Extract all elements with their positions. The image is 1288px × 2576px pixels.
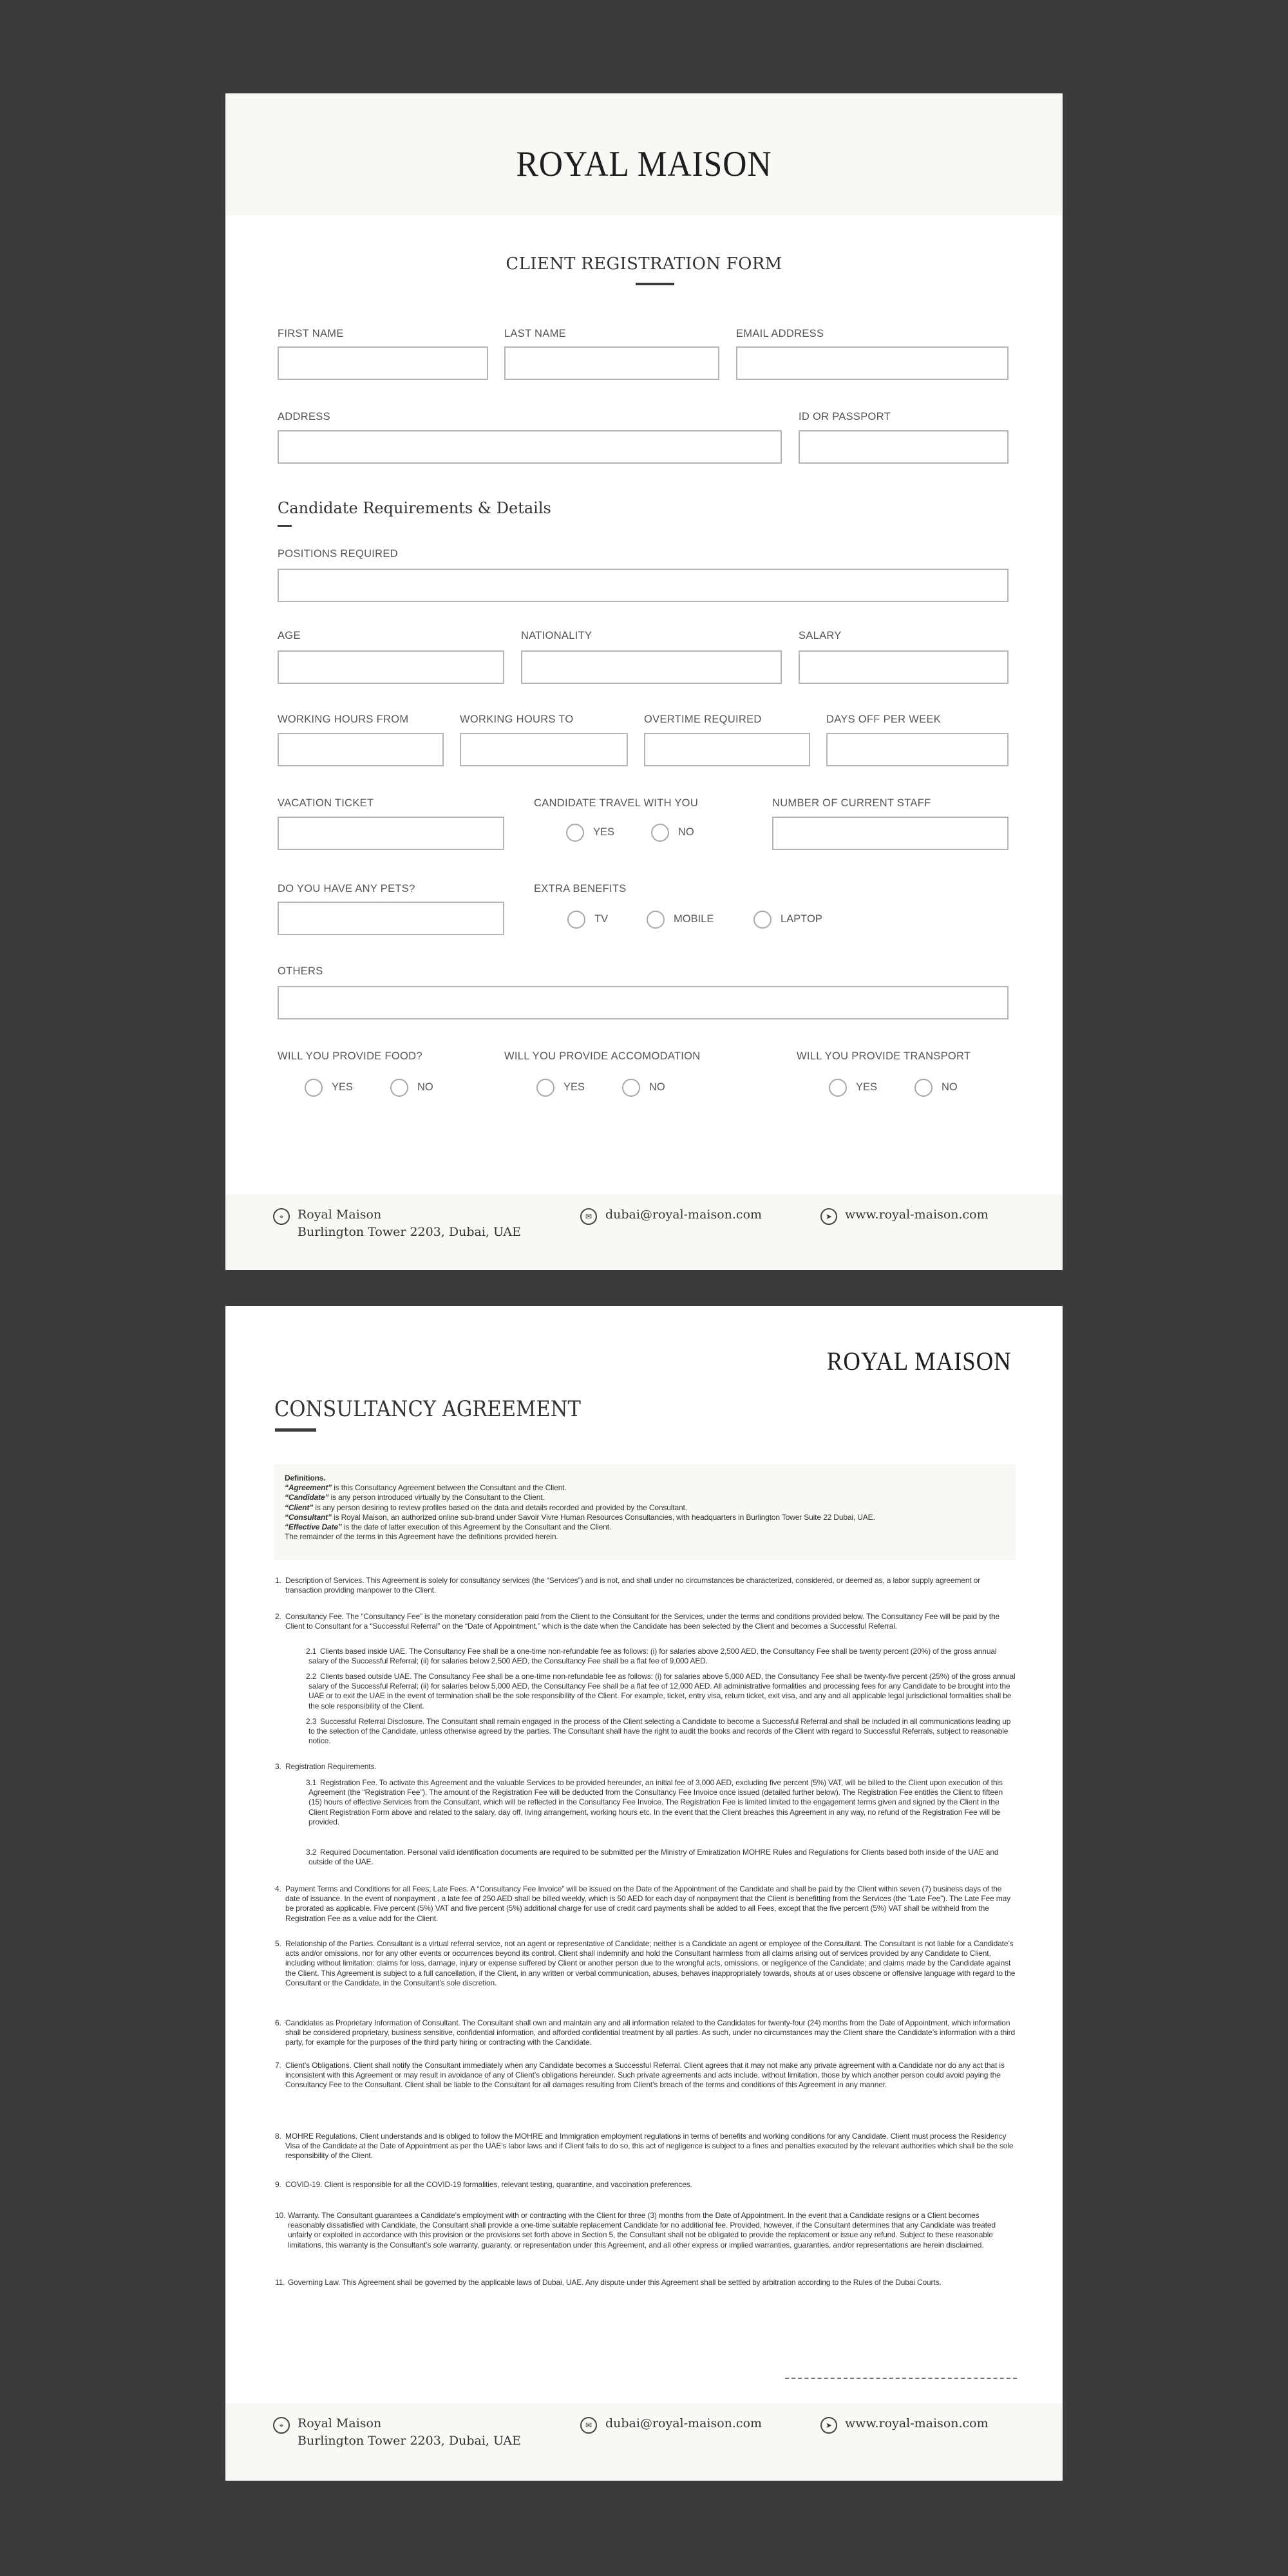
staff-input[interactable] <box>772 817 1009 850</box>
clause-number: 2.3 <box>306 1717 317 1726</box>
clause-3-2 <box>308 1848 1017 1867</box>
footer-address: Burlington Tower 2203, Dubai, UAE <box>298 1225 522 1239</box>
transport-yes-label: YES <box>856 1081 878 1093</box>
salary-label: SALARY <box>799 630 842 641</box>
clause-number: 3.1 <box>306 1778 317 1787</box>
positions-label: POSITIONS REQUIRED <box>278 548 398 560</box>
clause-5 <box>275 1939 1017 1988</box>
envelope-icon: ✉ <box>580 1208 597 1225</box>
positions-input[interactable] <box>278 569 1009 602</box>
definition-text: is Royal Maison, an authorized online sub-brand under Savoir Vivre Human Resources Consultancies, with headquarters in Burlington Tower Suite 22 Dubai, UAE. <box>331 1512 875 1522</box>
footer-company: Royal Maison <box>298 2416 382 2430</box>
vacation-input[interactable] <box>278 817 504 850</box>
food-yes-label: YES <box>332 1081 354 1093</box>
clause-6 <box>275 2018 1017 2048</box>
clause-number: 3. <box>275 1762 281 1771</box>
clause-number: 2. <box>275 1612 281 1621</box>
others-input[interactable] <box>278 986 1009 1019</box>
clause-text: Relationship of the Parties. Consultant is a virtual referral service, not an agent or representative of Candidate; neither is a Candidate an agent or employee of the Consultant. The Consultant is not liable for a Candidate’s acts and/or omissions, nor for any other events or occurrences beyond its control. Client shall indemnify and hold the Consultant harmless from all claims arising out of services provided by any Candidate to Client, including without limitation: claims for loss, damage, injury or expense suffered by Client or another person due to the wrongful acts, omissions, or negligence of the Candidate; and claims made by the Candidate against the Client. This Agreement is subject to a full cancellation, if the Client, in any written or verbal communication, abuses, behaves inappropriately towards, shouts at or uses obscene or offensive language with regard to the Consultant or the Candidate, in the Consultant’s sole discretion. <box>285 1939 1016 1987</box>
accomodation-no-label: NO <box>649 1081 665 1093</box>
transport-label: WILL YOU PROVIDE TRANSPORT <box>797 1050 971 1062</box>
travel-yes-radio[interactable] <box>566 824 584 842</box>
clause-text: Description of Services. This Agreement is solely for consultancy services (the “Services”) and is not, and shall under no circumstances be characterized, considered, or deemed as, a labor supply agreement or transaction providing manpower to the Client. <box>285 1576 981 1595</box>
food-label: WILL YOU PROVIDE FOOD? <box>278 1050 422 1062</box>
last-name-input[interactable] <box>504 346 719 380</box>
footer-website[interactable]: www.royal-maison.com <box>845 1208 989 1222</box>
others-label: OTHERS <box>278 965 323 977</box>
vacation-label: VACATION TICKET <box>278 797 374 809</box>
staff-label: NUMBER OF CURRENT STAFF <box>772 797 931 809</box>
definitions-heading: Definitions. <box>285 1473 326 1482</box>
clause-10 <box>275 2211 1017 2250</box>
clause-text: Governing Law. This Agreement shall be governed by the applicable laws of Dubai, UAE. Any dispute under this Agreement shall be settled by arbitration according to the Rules of the Dubai Courts. <box>288 2278 942 2287</box>
agreement-title: CONSULTANCY AGREEMENT <box>274 1396 581 1422</box>
definition-term: “Consultant” <box>285 1512 332 1522</box>
benefit-laptop-radio[interactable] <box>753 911 772 929</box>
signature-line[interactable] <box>785 2378 1017 2379</box>
travel-yes-label: YES <box>593 826 615 838</box>
definition-term: “Candidate” <box>285 1493 329 1502</box>
clause-2 <box>275 1612 1017 1631</box>
brand-logo: ROYAL MAISON <box>516 144 772 184</box>
clause-number: 10. <box>275 2211 286 2220</box>
clause-text: Clients based outside UAE. The Consultancy Fee shall be a one-time non-refundable fee as follows: (i) for salaries above 5,000 AED, the Consultancy Fee shall be twenty-five percent (25%) of the gross annual salary of the Successful Referral; (ii) for salaries below 5,000 AED, the Consultancy Fee shall be a flat fee of 12,000 AED. All administrative formalities and processing fees for any Candidate to be brought into the UAE or to exit the UAE in the event of termination shall be the sole responsibility of the Client. For example, ticket, entry visa, return ticket, exit visa, and any and all applicable legal jurisdictional formalities shall be the sole responsibility of the Client. <box>308 1672 1016 1710</box>
clause-3-1 <box>308 1778 1017 1827</box>
clause-9 <box>275 2180 1017 2190</box>
nationality-label: NATIONALITY <box>521 630 592 641</box>
definitions-closing: The remainder of the terms in this Agreement have the definitions provided herein. <box>285 1532 558 1542</box>
definition-text: is any person desiring to review profiles based on the data and details recorded and provided by the Consultant. <box>313 1502 687 1512</box>
footer-website[interactable]: www.royal-maison.com <box>845 2416 989 2430</box>
clause-number: 5. <box>275 1939 281 1948</box>
footer-email[interactable]: dubai@royal-maison.com <box>605 2416 762 2430</box>
accomodation-yes-radio[interactable] <box>536 1079 554 1097</box>
definition-text: is any person introduced virtually by the Consultant to the Client. <box>328 1493 545 1502</box>
clause-text: Client’s Obligations. Client shall notify the Consultant immediately when any Candidate becomes a Successful Referral. Client agrees that it may not make any private agreement with a Candidate nor do any act that is inconsistent with this Agreement or may result in avoidance of any of Client’s obligations hereunder. Such private agreements and acts include, without limitation, those by which another person could avoid paying the Consultancy Fee to the Consultant. Client shall be liable to the Consultant for all damages resulting from Client’s breach of the terms and conditions of this Agreement in any manner. <box>285 2061 1005 2090</box>
travel-no-radio[interactable] <box>651 824 669 842</box>
clause-number: 1. <box>275 1576 281 1585</box>
email-input[interactable] <box>736 346 1009 380</box>
clause-11 <box>275 2278 1017 2287</box>
location-pin-icon: ⌖ <box>273 1208 290 1225</box>
location-pin-icon: ⌖ <box>273 2417 290 2434</box>
footer-email[interactable]: dubai@royal-maison.com <box>605 1208 762 1222</box>
clause-number: 2.1 <box>306 1647 317 1656</box>
clause-number: 4. <box>275 1884 281 1893</box>
address-label: ADDRESS <box>278 411 330 422</box>
accomodation-no-radio[interactable] <box>622 1079 640 1097</box>
hours-to-input[interactable] <box>460 733 628 766</box>
accomodation-label: WILL YOU PROVIDE ACCOMODATION <box>504 1050 701 1062</box>
transport-yes-radio[interactable] <box>829 1079 847 1097</box>
benefit-laptop-label: LAPTOP <box>781 913 822 925</box>
hours-to-label: WORKING HOURS TO <box>460 714 574 725</box>
email-label: EMAIL ADDRESS <box>736 328 824 339</box>
hours-from-input[interactable] <box>278 733 444 766</box>
clause-number: 11. <box>275 2278 285 2287</box>
clause-text: MOHRE Regulations. Client understands and is obliged to follow the MOHRE and Immigration employment regulations in terms of benefits and working conditions for any Candidate. Client must process the Residency Visa of the Candidate at the Date of Appointment as per the UAE’s labor laws and if Client fails to do so, this act of negligence is subject to a fines and penalties executed by the relevant authorities which shall be the sole responsibility of the Client. <box>285 2132 1014 2161</box>
first-name-input[interactable] <box>278 346 488 380</box>
clause-1 <box>275 1576 1017 1595</box>
travel-no-label: NO <box>678 826 694 838</box>
registration-form-page <box>225 93 1063 1270</box>
pets-label: DO YOU HAVE ANY PETS? <box>278 883 415 895</box>
definition-item <box>285 1483 1005 1493</box>
clause-2-3 <box>308 1717 1017 1747</box>
clause-text: Payment Terms and Conditions for all Fees; Late Fees. A “Consultancy Fee Invoice” will be issued on the Date of the Appointment of the Candidate and shall be paid by the Client within seven (7) business days of the date of issuance. In the event of nonpayment , a late fee of 250 AED shall be billed weekly, which is 50 AED for each day of nonpayment that the Client is benefitting from the Services (the “Late Fee”). The Late Fee may be prorated as applicable. Five percent (5%) VAT and five percent (5%) additional charge for use of credit card payments shall be added to all Fees, except that the five percent (5%) VAT shall be withheld from the Registration Fee as a value add for the Client. <box>285 1884 1011 1923</box>
accomodation-yes-label: YES <box>564 1081 585 1093</box>
clause-number: 6. <box>275 2018 281 2027</box>
address-input[interactable] <box>278 430 782 464</box>
food-no-radio[interactable] <box>390 1079 408 1097</box>
footer <box>225 2403 1063 2481</box>
clause-number: 2.2 <box>306 1672 317 1681</box>
agreement-title-underline <box>275 1428 316 1432</box>
benefit-mobile-radio[interactable] <box>647 911 665 929</box>
travel-label: CANDIDATE TRAVEL WITH YOU <box>534 797 699 809</box>
clause-2-1 <box>308 1647 1017 1666</box>
envelope-icon: ✉ <box>580 2417 597 2434</box>
clause-3 <box>275 1762 1017 1772</box>
salary-input[interactable] <box>799 650 1009 684</box>
section-underline <box>278 525 292 527</box>
clause-text: Registration Requirements. <box>285 1762 377 1771</box>
clause-text: Successful Referral Disclosure. The Consultant shall remain engaged in the process of the Client selecting a Candidate to become a Successful Referral and shall be included in all communications leading up to the selection of the Candidate, unless otherwise agreed by the parties. The Consultant shall have the right to audit the books and records of the Client with regard to Successful Referrals, subject to reasonable notice. <box>308 1717 1011 1746</box>
form-title: CLIENT REGISTRATION FORM <box>506 254 782 274</box>
clause-8 <box>275 2132 1017 2161</box>
hours-from-label: WORKING HOURS FROM <box>278 714 409 725</box>
days-off-label: DAYS OFF PER WEEK <box>826 714 942 725</box>
transport-no-radio[interactable] <box>914 1079 933 1097</box>
benefit-mobile-label: MOBILE <box>674 913 714 925</box>
age-input[interactable] <box>278 650 504 684</box>
definition-term: “Client” <box>285 1502 314 1512</box>
nationality-input[interactable] <box>521 650 782 684</box>
overtime-input[interactable] <box>644 733 810 766</box>
pets-input[interactable] <box>278 902 504 935</box>
definition-item <box>285 1522 1005 1532</box>
clause-2-2 <box>308 1672 1017 1711</box>
clause-number: 9. <box>275 2180 281 2189</box>
footer-address: Burlington Tower 2203, Dubai, UAE <box>298 2434 522 2448</box>
definition-text: is the date of latter execution of this Agreement by the Consultant and the Client. <box>341 1522 612 1532</box>
benefits-label: EXTRA BENEFITS <box>534 883 627 895</box>
cursor-icon: ➤ <box>820 2417 837 2434</box>
clause-text: Consultancy Fee. The “Consultancy Fee” is the monetary consideration paid from the Client to the Consultant for the Services, under the terms and conditions provided below. The Consultancy Fee will be paid by the Client to Consultant for a “Successful Referral” on the “Date of Appointment,” which is the date when the Candidate has been selected by the Client and becomes a Successful Referral. <box>285 1612 1000 1631</box>
consultancy-agreement-page <box>225 1306 1063 2481</box>
clause-text: Candidates as Proprietary Information of Consultant. The Consultant shall own and maintain any and all information related to the Candidates for twenty-four (24) months from the Date of Appointment, which information shall be considered proprietary, business sensitive, confidential information, and afforded confidential treatment by all parties. As such, under no circumstances may the Client share the Candidate’s information with a third party, for example for the purposes of the third party hiring or contracting with the Candidate. <box>285 2018 1016 2047</box>
definition-term: “Effective Date” <box>285 1522 342 1532</box>
cursor-icon: ➤ <box>820 1208 837 1225</box>
brand-logo: ROYAL MAISON <box>827 1347 1012 1376</box>
definition-item <box>285 1503 1005 1513</box>
first-name-label: FIRST NAME <box>278 328 344 339</box>
clause-number: 8. <box>275 2132 281 2141</box>
last-name-label: LAST NAME <box>504 328 566 339</box>
id-passport-input[interactable] <box>799 430 1009 464</box>
food-yes-radio[interactable] <box>305 1079 323 1097</box>
clause-text: COVID-19. Client is responsible for all the COVID-19 formalities, relevant testing, quarantine, and vaccination preferences. <box>285 2180 692 2189</box>
footer-company: Royal Maison <box>298 1208 382 1222</box>
clause-4 <box>275 1884 1017 1924</box>
transport-no-label: NO <box>942 1081 958 1093</box>
clause-number: 3.2 <box>306 1848 317 1857</box>
clause-text: Clients based inside UAE. The Consultancy Fee shall be a one-time non-refundable fee as follows: (i) for salaries above 2,500 AED, the Consultancy Fee shall be twenty percent (20%) of the gross annual salary of the Successful Referral; (ii) for salaries below 2,500 AED, the Consultancy Fee shall be a flat fee of 9,000 AED. <box>308 1647 997 1666</box>
clause-text: Required Documentation. Personal valid identification documents are required to be submitted per the Ministry of Emiratization MOHRE Rules and Regulations for Clients based both inside of the UAE and outside of the UAE. <box>308 1848 999 1867</box>
definition-item <box>285 1513 942 1522</box>
age-label: AGE <box>278 630 301 641</box>
clause-text: Registration Fee. To activate this Agreement and the valuable Services to be provided hereunder, an initial fee of 3,000 AED, excluding five percent (5%) VAT, will be billed to the Client upon execution of this Agreement (the “Registration Fee”). The amount of the Registration Fee will be deducted from the Consultancy Fee Invoice once issued (detailed further below). The Registration Fee entitles the Client to fifteen (15) hours of effective Services from the Consultant, which will be reflected in the Consultancy Fee Invoice. The Registration Fee is limited limited to the engagement terms given and signed by the Client in the Client Registration Form above and related to the salary, day off, living arrangement, working hours etc. In the event that the Client breaches this Agreement in any way, no refund of the Registration Fee will be provided. <box>308 1778 1003 1826</box>
definition-text: is this Consultancy Agreement between the Consultant and the Client. <box>332 1483 567 1493</box>
overtime-label: OVERTIME REQUIRED <box>644 714 762 725</box>
footer <box>225 1195 1063 1270</box>
clause-number: 7. <box>275 2061 281 2070</box>
benefit-tv-radio[interactable] <box>567 911 585 929</box>
clause-text: Warranty. The Consultant guarantees a Candidate’s employment with or contracting with the Client for three (3) months from the Date of Appointment. In the event that a Candidate resigns or a Client becomes reasonably dissatisfied with Candidate, the Consultant shall provide a one-time suitable replacement Candidate for no additional fee. Provided, however, if the Consultant determines that any Candidate was treated unfairly or exploited in accordance with this provision or the provisions set forth above in Section 5, the Consultant shall not be obligated to provide the replacement or issue any refund. Subject to these reasonable limitations, this warranty is the Consultant’s sole warranty, guaranty, or representation under this Agreement, and all other express or implied warranties, guaranties, and/or representations are herein disclaimed. <box>288 2211 996 2249</box>
section-heading: Candidate Requirements & Details <box>278 499 551 517</box>
food-no-label: NO <box>417 1081 433 1093</box>
days-off-input[interactable] <box>826 733 1009 766</box>
benefit-tv-label: TV <box>594 913 609 925</box>
title-underline <box>636 283 674 285</box>
clause-7 <box>275 2061 1017 2090</box>
definitions-box <box>274 1464 1016 1560</box>
id-passport-label: ID OR PASSPORT <box>799 411 891 422</box>
definition-term: “Agreement” <box>285 1483 332 1493</box>
definition-item <box>285 1493 1005 1502</box>
